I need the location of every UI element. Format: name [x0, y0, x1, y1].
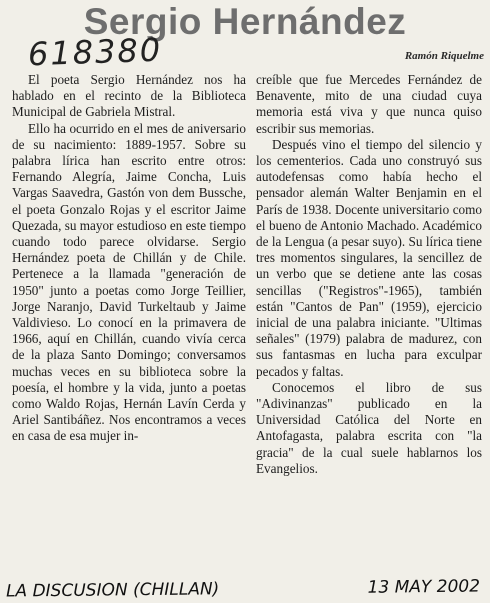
article-author: Ramón Riquelme — [404, 50, 484, 62]
footer-source: LA DISCUSION (CHILLAN) — [5, 579, 220, 602]
footer-date: 13 MAY 2002 — [367, 576, 481, 598]
article-paragraph: Después vino el tiempo del silencio y los cementerios. Cada uno construyó sus autodefensas como había hecho el pensador alemán Walter Benjamin en el París de 1938. Docente universitario como el bueno de Antonio Machado. Académico de la Lengua (a pesar suyo). Su lírica tiene tres momentos singulares, la sencillez de un verbo que se detiene ante las cosas sencillas ("Registros"-1965), también están "Cantos de Pan" (1959), ejercicio inicial de una palabra iniciante. "Ultimas señales" (1979) palabra de madurez, con sus fantasmas en lucha para exculpar pecados y faltas. — [256, 136, 482, 379]
article-title: Sergio Hernández — [83, 1, 407, 42]
article-paragraph: Ello ha ocurrido en el mes de aniversario de su nacimiento: 1889-1957. Sobre su palabra lírica han escrito entre otros: Fernando Alegría, Jaime Concha, Luis Vargas Saavedra, Gastón von dem Bussche, el poeta Gonzalo Rojas y el escritor Jaime Quezada, su mayor estudioso en este tiempo cuando todo parece olvidarse. Sergio Hernández poeta de Chillán y de Chile. Pertenece a la llamada "generación de 1950" junto a poetas como Jorge Teillier, Jorge Naranjo, David Turkeltaub y Jaime Valdivieso. Lo conocí en la primavera de 1966, aquí en Chillán, cuando vivía cerca de la plaza Santo Domingo; conversamos muchas veces en su biblioteca sobre la poesía, el hombre y la vida, junto a poetas como Waldo Rojas, Hernán Lavín Cerda y Ariel Santibáñez. Nos encontramos a veces en casa de esa mujer in- — [12, 120, 247, 444]
article-column-left — [12, 72, 246, 445]
article-paragraph: Conocemos el libro de sus "Adivinanzas" publicado en la Universidad Católica del Norte en Antofagasta, palabra escrita con "la gracia" de la cual suele hablarnos los Evangelios. — [256, 379, 482, 476]
article-column-right — [256, 72, 482, 477]
article-paragraph: El poeta Sergio Hernández nos ha hablado en el recinto de la Biblioteca Municipal de Gabriela Mistral. — [12, 72, 246, 120]
handwritten-archive-number: 618380 — [27, 30, 163, 74]
handwritten-footer — [6, 575, 490, 602]
article-paragraph: creíble que fue Mercedes Fernández de Benavente, mito de una ciudad cuya memoria está viva y que nunca quiso escribir sus memorias. — [256, 72, 482, 136]
